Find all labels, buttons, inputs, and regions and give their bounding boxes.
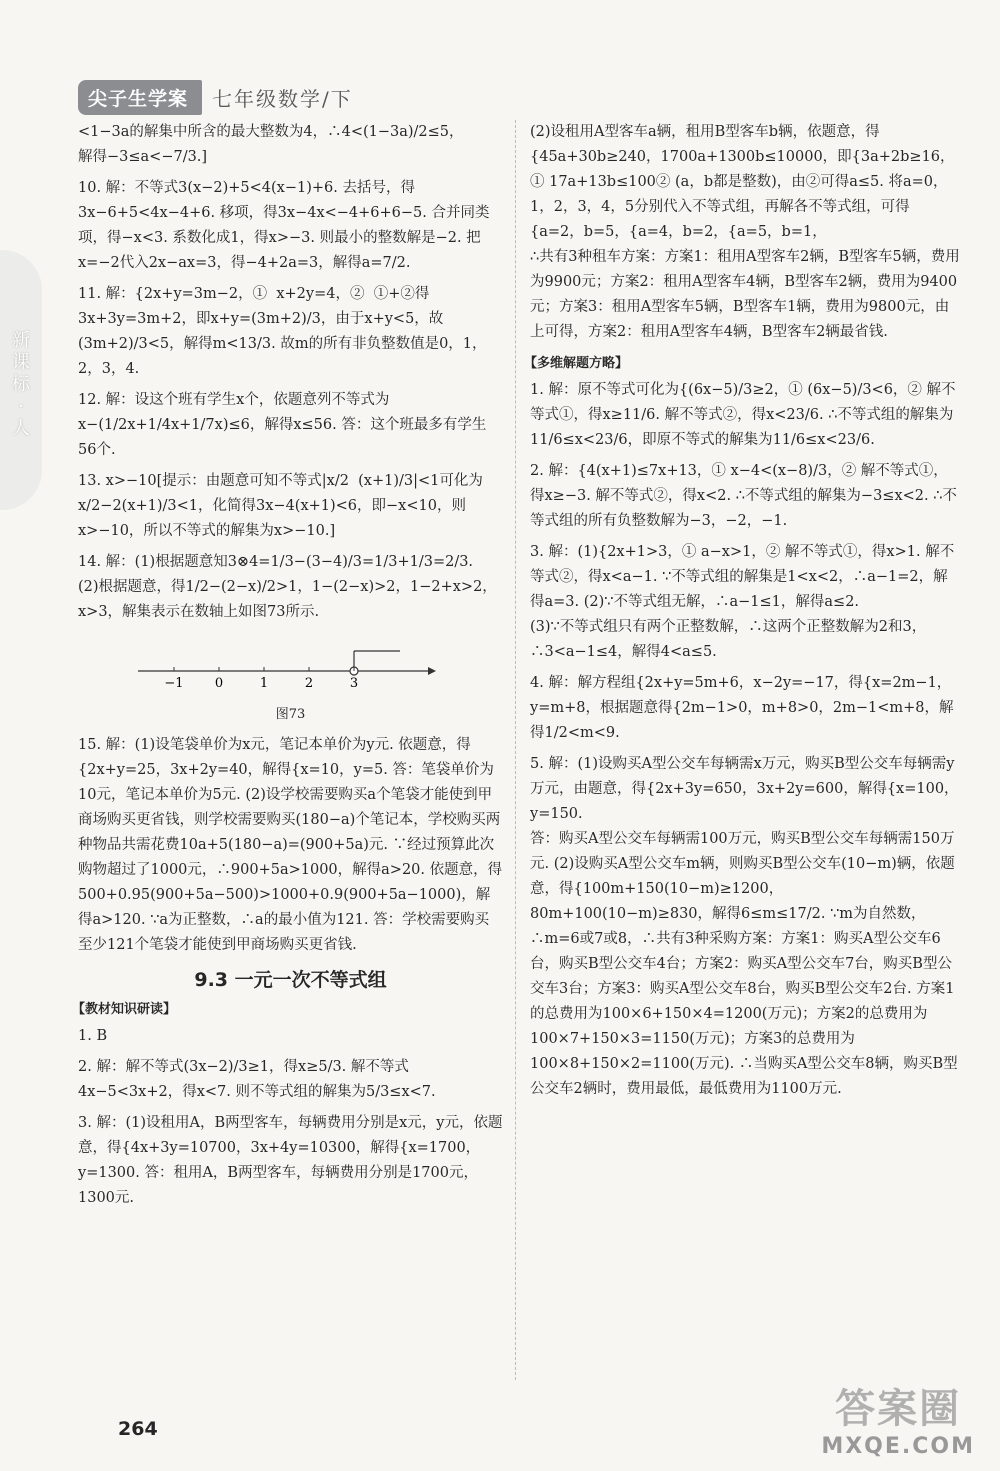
strategy-answer-3: 3. 解：(1){2x+1>3，① a−x>1，② 解不等式①，得x>1. 解不等式②，得x<a−1. ∵不等式组的解集是1<x<2，∴a−1=2，解得a=3. (2)∵不等式组无解，∴a−1≤1，解得a≤2. (3)∵不等式组只有两个正整数解，∴这两个正整数解为2和3，∴3<a−1≤4，解得4<a≤5.: [530, 544, 955, 660]
section-title: 9.3 一元一次不等式组: [194, 969, 387, 991]
answer-block: <1−3a的解集中所含的最大整数为4，∴4<(1−3a)/2≤5， 解得−3≤a<−7/3.]: [78, 124, 464, 165]
strategy-answer-5: 5. 解：(1)设购买A型公交车每辆需x万元，购买B型公交车每辆需y万元，由题意，得{2x+3y=650，3x+2y=600，解得{x=100，y=150. 答：购买A型公交车每辆需100万元，购买B型公交车每辆需150万元. (2)设购买A型公交车m辆，则购买B型公交车(10−m)辆，依题意，得{100m+150(10−m)≥1200，80m+100(10−m)≥830，解得6≤m≤17/2. ∵m为自然数，∴m=6或7或8，∴共有3种采购方案：方案1：购买A型公交车6台，购买B型公交车4台；方案2：购买A型公交车7台，购买B型公交车3台；方案3：购买A型公交车8台，购买B型公交车2台. 方案1的总费用为100×6+150×4=1200(万元)；方案2的总费用为100×7+150×3=1150(万元)；方案3的总费用为100×8+150×2=1100(万元). ∴当购买A型公交车8辆，购买B型公交车2辆时，费用最低，最低费用为1100万元.: [530, 756, 959, 1097]
subject-label: 七年级数学/下: [212, 86, 353, 111]
strategy-answer-1: 1. 解：原不等式可化为{(6x−5)/3≥2，① (6x−5)/3<6，② 解不等式①，得x≥11/6. 解不等式②，得x<23/6. ∴不等式组的解集为11/6≤x<23/6，即原不等式的解集为11/6≤x<23/6.: [530, 382, 956, 448]
answer-12: 12. 解：设这个班有学生x个，依题意列不等式为x−(1/2x+1/4x+1/7x)≤6，解得x≤56. 答：这个班最多有学生56个.: [78, 392, 487, 458]
watermark: [821, 1377, 975, 1459]
number-line-tick-label: 0: [214, 676, 224, 691]
watermark-url: MXQE.COM: [821, 1434, 975, 1459]
answer-3: 3. 解：(1)设租用A，B两型客车，每辆费用分别是x元，y元，依题意，得{4x+3y=10700，3x+4y=10300，解得{x=1700，y=1300. 答：租用A，B两型客车，每辆费用分别是1700元，1300元.: [78, 1115, 503, 1206]
brand-label: 尖子生学案: [78, 80, 202, 115]
side-tab: [0, 250, 42, 510]
page-header: [78, 80, 353, 114]
section-subhead: 【教材知识研读】: [72, 1002, 177, 1017]
answer-13: 13. x>−10[提示：由题意可知不等式|x/2 (x+1)/3|<1可化为x/2−2(x+1)/3<1，化简得3x−4(x+1)<6，即−x<10，则x>−10，所以不等式的解集为x>−10.]: [78, 473, 483, 539]
answer-10: 10. 解：不等式3(x−2)+5<4(x−1)+6. 去括号，得3x−6+5<4x−4+6. 移项，得3x−4x<−4+6+6−5. 合并同类项，得−x<3. 系数化成1，得x>−3. 则最小的整数解是−2. 把x=−2代入2x−ax=3，得−4+2a=3，解得a=7/2.: [78, 180, 490, 271]
figure-caption: 图73: [275, 707, 306, 722]
section-subhead-strategies: 【多维解题方略】: [524, 356, 629, 371]
answer-14: 14. 解：(1)根据题意知3⊗4=1/3−(3−4)/3=1/3+1/3=2/3. (2)根据题意，得1/2−(2−x)/2>1，1−(2−x)>2，1−2+x>2，x>3，解集表示在数轴上如图73所示.: [78, 554, 497, 620]
number-line-tick-label: 1: [259, 676, 269, 691]
strategy-answer-2: 2. 解：{4(x+1)≤7x+13，① x−4<(x−8)/3，② 解不等式①，得x≥−3. 解不等式②，得x<2. ∴不等式组的解集为−3≤x<2. ∴不等式组的所有负整数解为−3，−2，−1.: [530, 463, 957, 529]
answer-3-part2: (2)设租用A型客车a辆，租用B型客车b辆，依题意，得{45a+30b≥240，1700a+1300b≤10000，即{3a+2b≥16，① 17a+13b≤100② (a，b都是整数)，由②可得a≤5. 将a=0，1，2，3，4，5分别代入不等式组，再解各不等式组，可得{a=2，b=5，{a=4，b=2，{a=5，b=1， ∴共有3种租车方案：方案1：租用A型客车2辆，B型客车5辆，费用为9900元；方案2：租用A型客车4辆，B型客车2辆，费用为9400元；方案3：租用A型客车5辆，B型客车1辆，费用为9800元，由上可得，方案2：租用A型客车4辆，B型客车2辆最省钱.: [530, 124, 960, 340]
side-tab-label: 新课标·人: [12, 330, 30, 439]
answer-1: 1. B: [78, 1028, 108, 1044]
number-line-tick-label: 3: [349, 676, 359, 691]
strategy-answer-4: 4. 解：解方程组{2x+y=5m+6，x−2y=−17，得{x=2m−1，y=m+8，根据题意得{2m−1>0，m+8>0，2m−1<m+8，解得1/2<m<9.: [530, 675, 954, 741]
right-column: [524, 120, 960, 1108]
page-number: 264: [118, 1418, 158, 1440]
answer-11: 11. 解：{2x+y=3m−2，① x+2y=4，② ①+②得3x+3y=3m+2，即x+y=(3m+2)/3，由于x+y<5，故(3m+2)/3<5，解得m<13/3. 故m的所有非负整数值是0，1，2，3，4.: [78, 286, 487, 377]
left-column: [72, 120, 503, 1217]
number-line-tick-label: −1: [164, 676, 184, 691]
number-line-tick-label: 2: [304, 676, 314, 691]
watermark-logo-text: 答案圈: [835, 1386, 962, 1432]
answer-15: 15. 解：(1)设笔袋单价为x元，笔记本单价为y元. 依题意，得{2x+y=25，3x+2y=40，解得{x=10，y=5. 答：笔袋单价为10元，笔记本单价为5元. (2)设学校需要购买a个笔袋才能使到甲商场购买更省钱，则学校需要购买(180−a)个笔记本，学校购买两种物品共需花费10a+5(180−a)=(900+5a)元. ∵经过预算此次购物超过了1000元，∴900+5a>1000，解得a>20. 依题意，得500+0.95(900+5a−500)>1000+0.9(900+5a−1000)，解得a>120. ∵a为正整数，∴a的最小值为121. 答：学校需要购买至少121个笔袋才能使到甲商场购买更省钱.: [78, 737, 503, 953]
column-divider: [515, 120, 516, 1380]
answer-2: 2. 解：解不等式(3x−2)/3≥1，得x≥5/3. 解不等式4x−5<3x+2，得x<7. 则不等式组的解集为5/3≤x<7.: [78, 1059, 436, 1100]
number-line-figure: [138, 635, 438, 693]
